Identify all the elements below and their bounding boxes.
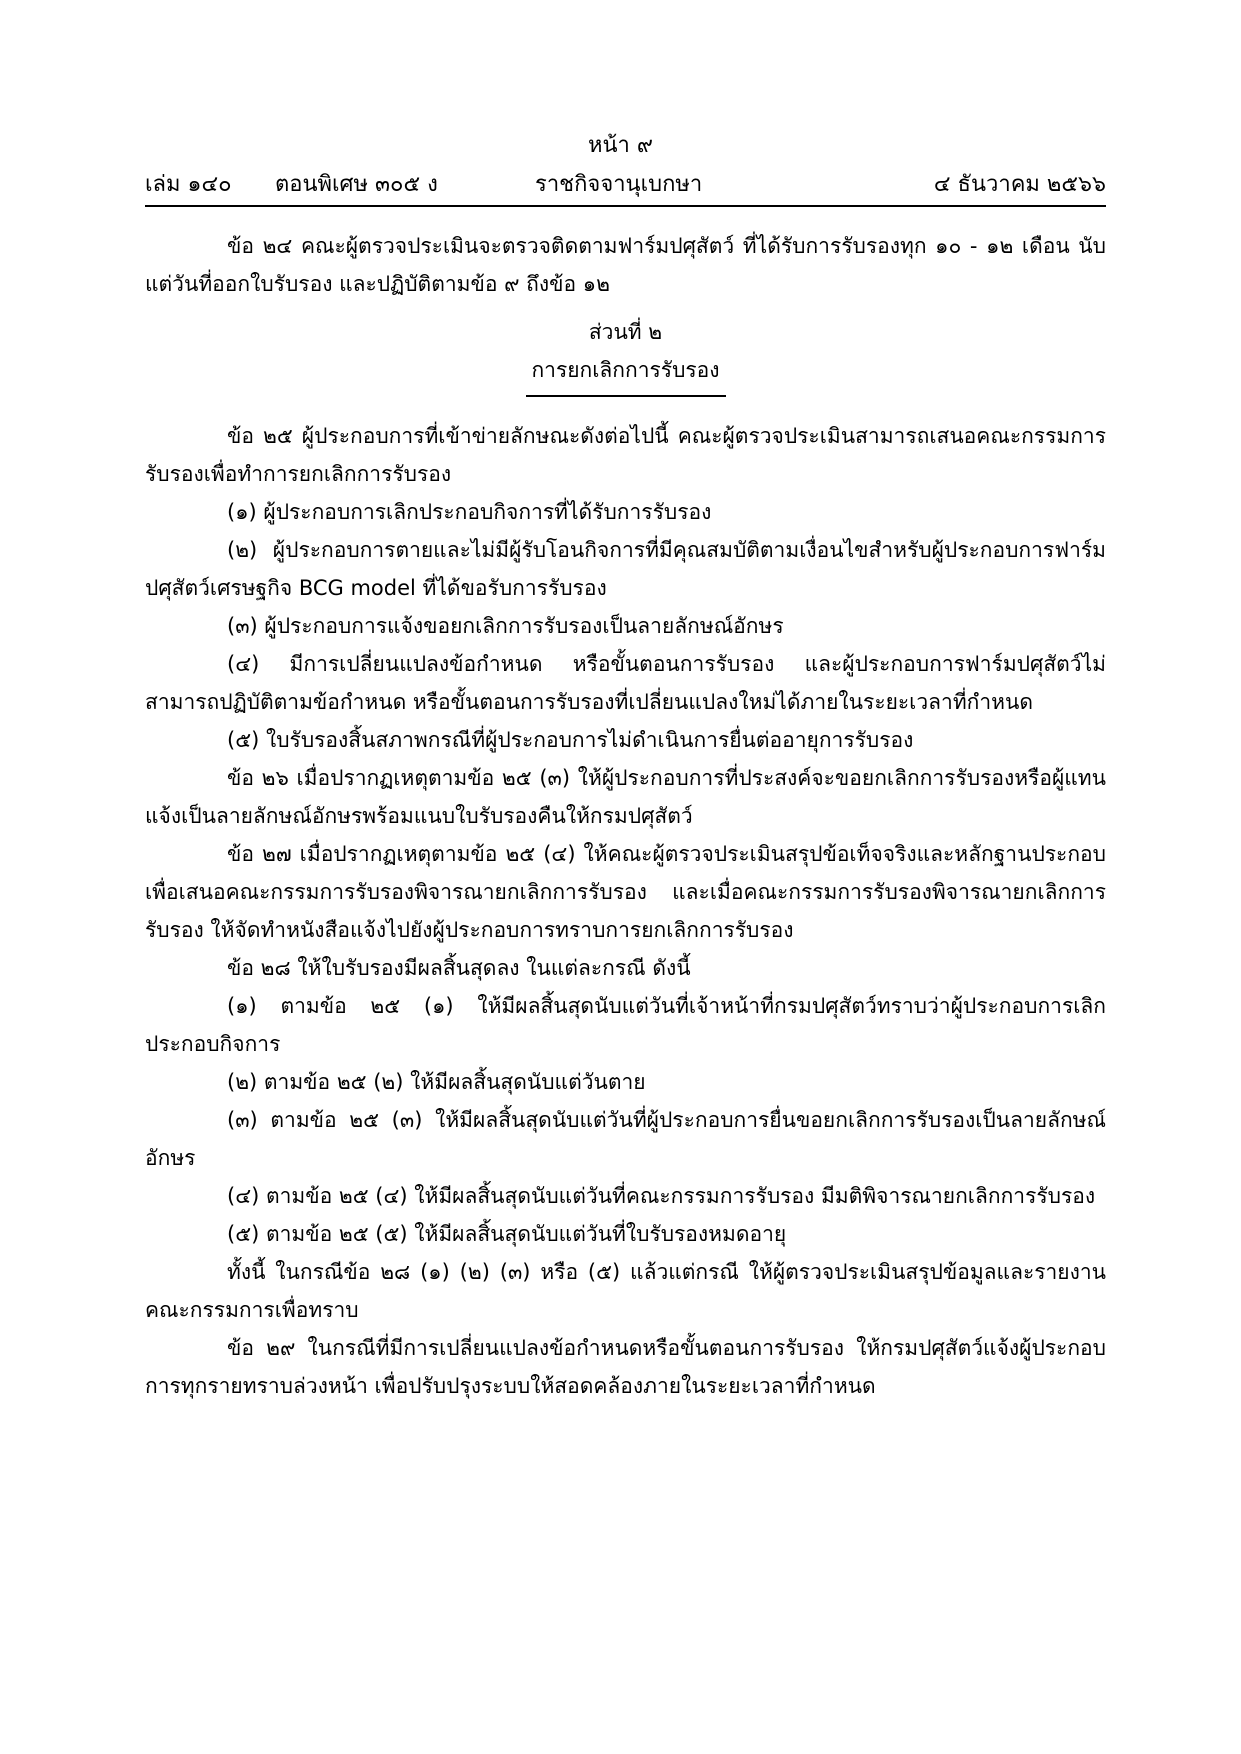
gazette-name: ราชกิจจานุเบกษา (535, 172, 703, 197)
clause-27: ข้อ ๒๗ เมื่อปรากฏเหตุตามข้อ ๒๕ (๔) ให้คณะผู้ตรวจประเมินสรุปข้อเท็จจริงและหลักฐานประกอบ เพื่อเสนอคณะกรรมการรับรองพิจารณายกเลิกการรับรอง และเมื่อคณะกรรมการรับรองพิจารณายกเลิกการรับรอง ให้จัดทำหนังสือแจ้งไปยังผู้ประกอบการทราบการยกเลิกการรับรอง (145, 842, 1106, 942)
clause-25-item-5: (๕) ใบรับรองสิ้นสภาพกรณีที่ผู้ประกอบการไม่ดำเนินการยื่นต่ออายุการรับรอง (227, 728, 914, 752)
header-divider (145, 205, 1106, 207)
section-divider (526, 395, 726, 397)
clause-25-item-2: (๒) ผู้ประกอบการตายและไม่มีผู้รับโอนกิจการที่มีคุณสมบัติตามเงื่อนไขสำหรับผู้ประกอบการฟาร์มปศุสัตว์เศรษฐกิจ BCG model ที่ได้ขอรับการรับรอง (145, 538, 1106, 600)
clause-29: ข้อ ๒๙ ในกรณีที่มีการเปลี่ยนแปลงข้อกำหนดหรือขั้นตอนการรับรอง ให้กรมปศุสัตว์แจ้งผู้ประกอบการทุกรายทราบล่วงหน้า เพื่อปรับปรุงระบบให้สอดคล้องภายในระยะเวลาที่กำหนด (145, 1336, 1106, 1398)
gazette-header (145, 170, 1106, 202)
issue-number: ตอนพิเศษ ๓๐๕ ง (275, 172, 438, 197)
section-title: การยกเลิกการรับรอง (531, 358, 720, 382)
clause-28-item-3: (๓) ตามข้อ ๒๕ (๓) ให้มีผลสิ้นสุดนับแต่วันที่ผู้ประกอบการยื่นขอยกเลิกการรับรองเป็นลายลักษณ์อักษร (145, 1108, 1106, 1170)
volume-number: เล่ม ๑๔๐ (145, 172, 232, 197)
clause-26: ข้อ ๒๖ เมื่อปรากฏเหตุตามข้อ ๒๕ (๓) ให้ผู้ประกอบการที่ประสงค์จะขอยกเลิกการรับรองหรือผู้แทน แจ้งเป็นลายลักษณ์อักษรพร้อมแนบใบรับรองคืนให้กรมปศุสัตว์ (145, 766, 1106, 828)
section-number: ส่วนที่ ๒ (588, 320, 663, 344)
clause-28-note: ทั้งนี้ ในกรณีข้อ ๒๘ (๑) (๒) (๓) หรือ (๕) แล้วแต่กรณี ให้ผู้ตรวจประเมินสรุปข้อมูลและรายงานคณะกรรมการเพื่อทราบ (145, 1260, 1106, 1322)
clause-28-item-5: (๕) ตามข้อ ๒๕ (๕) ให้มีผลสิ้นสุดนับแต่วันที่ใบรับรองหมดอายุ (227, 1222, 787, 1246)
clause-28-item-1: (๑) ตามข้อ ๒๕ (๑) ให้มีผลสิ้นสุดนับแต่วันที่เจ้าหน้าที่กรมปศุสัตว์ทราบว่าผู้ประกอบการเลิกประกอบกิจการ (145, 994, 1106, 1056)
document-body (145, 227, 1106, 1405)
clause-28-item-4: (๔) ตามข้อ ๒๕ (๔) ให้มีผลสิ้นสุดนับแต่วันที่คณะกรรมการรับรอง มีมติพิจารณายกเลิกการรับรอง (227, 1184, 1096, 1208)
clause-25-item-1: (๑) ผู้ประกอบการเลิกประกอบกิจการที่ได้รับการรับรอง (227, 500, 712, 524)
page-number: หน้า ๙ (587, 133, 653, 158)
clause-28-item-2: (๒) ตามข้อ ๒๕ (๒) ให้มีผลสิ้นสุดนับแต่วันตาย (227, 1070, 646, 1094)
clause-25: ข้อ ๒๕ ผู้ประกอบการที่เข้าข่ายลักษณะดังต่อไปนี้ คณะผู้ตรวจประเมินสามารถเสนอคณะกรรมการรับรองเพื่อทำการยกเลิกการรับรอง (145, 424, 1106, 486)
clause-24: ข้อ ๒๔ คณะผู้ตรวจประเมินจะตรวจติดตามฟาร์มปศุสัตว์ ที่ได้รับการรับรองทุก ๑๐ - ๑๒ เดือน นับแต่วันที่ออกใบรับรอง และปฏิบัติตามข้อ ๙ ถึงข้อ ๑๒ (145, 234, 1106, 296)
clause-25-item-3: (๓) ผู้ประกอบการแจ้งขอยกเลิกการรับรองเป็นลายลักษณ์อักษร (227, 614, 784, 638)
clause-25-item-4: (๔) มีการเปลี่ยนแปลงข้อกำหนด หรือขั้นตอนการรับรอง และผู้ประกอบการฟาร์มปศุสัตว์ไม่สามารถปฏิบัติตามข้อกำหนด หรือขั้นตอนการรับรองที่เปลี่ยนแปลงใหม่ได้ภายในระยะเวลาที่กำหนด (145, 652, 1106, 714)
publication-date: ๔ ธันวาคม ๒๕๖๖ (933, 172, 1106, 197)
clause-28: ข้อ ๒๘ ให้ใบรับรองมีผลสิ้นสุดลง ในแต่ละกรณี ดังนี้ (227, 956, 691, 980)
